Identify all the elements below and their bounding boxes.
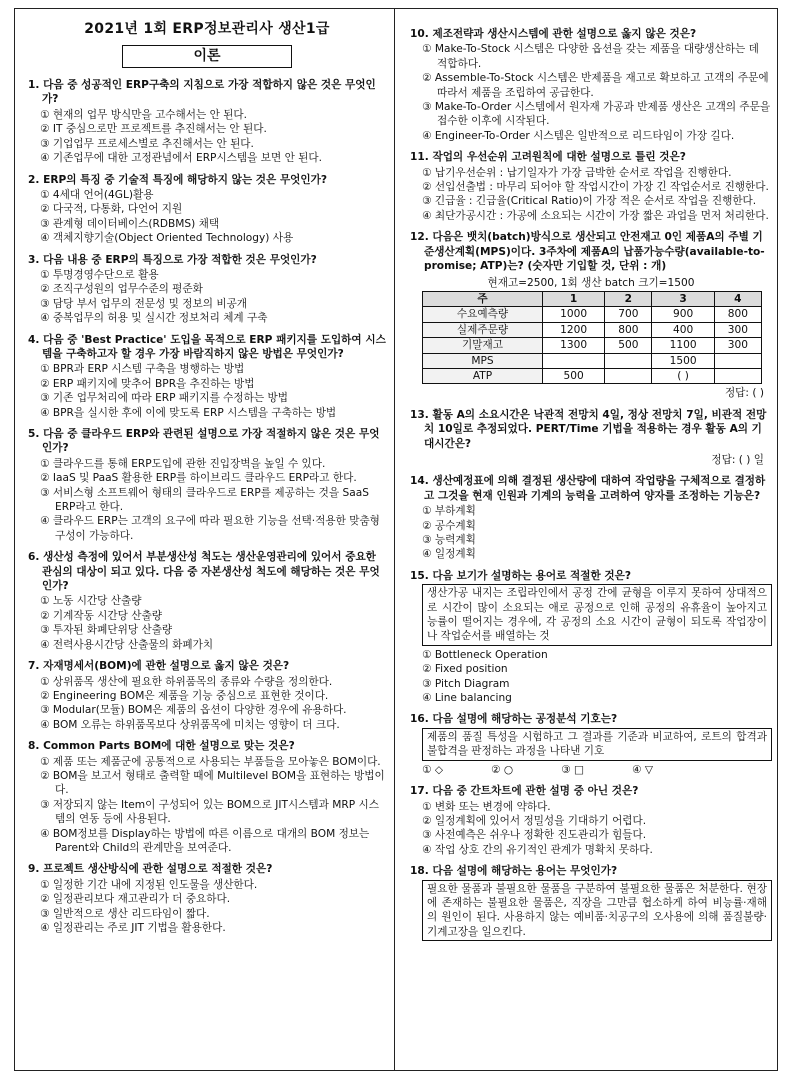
option[interactable]: ④ 일정관리는 주로 JIT 기법을 활용한다. [40, 922, 226, 934]
table-cell: 800 [714, 307, 761, 322]
option[interactable]: ② IaaS 및 PaaS 활용한 ERP를 하이브리드 클라우드 ERP라고 한다. [40, 472, 357, 485]
option[interactable]: ③ 담당 부서 업무의 전문성 및 정보의 비공개 [40, 297, 248, 310]
question-head: 18. 다음 설명에 해당하는 용어는 무엇인가? [410, 865, 618, 878]
option[interactable]: ② Assemble-To-Stock 시스템은 반제품을 재고로 확보하고 고객의 주문에 따라서 제품을 조립하여 공급한다. [422, 72, 769, 99]
question-head: 14. 생산예정표에 의해 결정된 생산량에 대하여 작업량을 구체적으로 결정하고 그것을 현재 인원과 기계의 능력을 고려하여 양자를 조정하는 기능은? [410, 475, 766, 502]
question-14 [410, 474, 772, 561]
option[interactable]: ① 4세대 언어(4GL)활용 [40, 188, 154, 201]
option[interactable]: ① 제품 또는 제품군에 공통적으로 사용되는 부품들을 모아놓은 BOM이다. [40, 755, 381, 768]
option[interactable]: ③ 저장되지 않는 Item이 구성되어 있는 BOM으로 JIT시스템과 MRP 시스템의 연동 등에 사용된다. [40, 798, 379, 826]
question-head: 9. 프로젝트 생산방식에 관한 설명으로 적절한 것은? [28, 863, 273, 876]
question-13 [410, 408, 772, 468]
question-3 [28, 253, 386, 326]
table-cell: 700 [605, 307, 652, 322]
mps-table [422, 291, 762, 384]
question-9 [28, 862, 386, 935]
option[interactable]: ① Bottleneck Operation [422, 648, 548, 661]
row-label: ATP [423, 368, 543, 383]
row-label: 실제주문량 [423, 322, 543, 337]
option[interactable]: ② IT 중심으로만 프로젝트를 추진해서는 안 된다. [40, 123, 267, 136]
option[interactable]: ③ 일반적으로 생산 리드타임이 짧다. [40, 907, 210, 920]
option[interactable]: ④ ▽ [632, 763, 654, 776]
question-15 [410, 569, 772, 706]
page-title: 2021년 1회 ERP정보관리사 생산1급 [84, 21, 330, 37]
option[interactable]: ② ○ [491, 763, 514, 776]
option[interactable]: ② 일정계획에 있어서 정밀성을 기대하기 어렵다. [422, 814, 647, 827]
option[interactable]: ④ Engineer-To-Order 시스템은 일반적으로 리드타임이 가장 길다. [422, 129, 735, 142]
question-2 [28, 173, 386, 246]
option[interactable]: ② 조직구성원의 업무수준의 평준화 [40, 283, 203, 296]
option[interactable]: ④ 최단가공시간 : 가공에 소요되는 시간이 가장 짧은 과업을 먼저 처리한다. [422, 209, 769, 222]
table-row [423, 322, 762, 337]
option[interactable]: ④ 전력사용시간당 산출물의 화폐가치 [40, 638, 214, 651]
question-head: 3. 다음 내용 중 ERP의 특징으로 가장 적합한 것은 무엇인가? [28, 253, 317, 266]
option[interactable]: ① BPR과 ERP 시스템 구축을 병행하는 방법 [40, 363, 245, 376]
table-cell: 300 [714, 338, 761, 353]
table-cell: 400 [652, 322, 714, 337]
question-head: 11. 작업의 우선순위 고려원칙에 대한 설명으로 틀린 것은? [410, 151, 686, 164]
table-body [423, 307, 762, 384]
example-box: 제품의 품질 특성을 시험하고 그 결과를 기준과 비교하여, 로트의 합격과 불합격을 판정하는 과정을 나타낸 기호 [422, 728, 772, 761]
table-row [423, 307, 762, 322]
option[interactable]: ④ 중복업무의 허용 및 실시간 정보처리 체계 구축 [40, 312, 268, 325]
question-head: 6. 생산성 측정에 있어서 부분생산성 척도는 생산운영관리에 있어서 중요한 관심의 대상이 되고 있다. 다음 중 자본생산성 척도에 해당하는 것은 무엇인가? [28, 551, 380, 593]
table-header-row [423, 291, 762, 306]
question-head: 15. 다음 보기가 설명하는 용어로 적절한 것은? [410, 569, 632, 582]
option[interactable]: ③ 긴급율 : 긴급율(Critical Ratio)이 가장 적은 순서로 작업을 진행한다. [422, 195, 757, 208]
option[interactable]: ③ Pitch Diagram [422, 677, 510, 690]
question-1 [28, 78, 386, 165]
option[interactable]: ① 변화 또는 변경에 약하다. [422, 800, 551, 813]
question-6 [28, 550, 386, 652]
option[interactable]: ① 상위품목 생산에 필요한 하위품목의 종류와 수량을 정의한다. [40, 675, 333, 688]
column-divider [394, 8, 395, 1071]
question-head: 2. ERP의 특징 중 기술적 특징에 해당하지 않는 것은 무엇인가? [28, 173, 328, 186]
question-8 [28, 739, 386, 855]
option[interactable]: ① ◇ [422, 763, 444, 776]
question-10 [410, 27, 772, 143]
option[interactable]: ② BOM을 보고서 형태로 출력할 때에 Multilevel BOM을 표현하는 방법이다. [40, 769, 385, 797]
question-17 [410, 784, 772, 857]
option[interactable]: ④ 기존업무에 대한 고정관념에서 ERP시스템을 보면 안 된다. [40, 152, 323, 165]
option[interactable]: ③ 투자된 화폐단위당 산출량 [40, 624, 173, 637]
option[interactable]: ① 투명경영수단으로 활용 [40, 268, 159, 281]
inline-options [410, 763, 772, 777]
table-header-cell: 2 [605, 291, 652, 306]
option[interactable]: ② Fixed position [422, 663, 508, 676]
question-head: 16. 다음 설명에 해당하는 공정분석 기호는? [410, 713, 618, 726]
option[interactable]: ④ 일정계획 [422, 548, 476, 561]
row-label: MPS [423, 353, 543, 368]
option[interactable]: ① 노동 시간당 산출량 [40, 595, 142, 608]
table-cell: 800 [605, 322, 652, 337]
question-head: 1. 다음 중 성공적인 ERP구축의 지침으로 가장 적합하지 않은 것은 무엇인가? [28, 79, 376, 106]
left-column [28, 14, 386, 942]
table-cell [605, 353, 652, 368]
table-cell: 1500 [652, 353, 714, 368]
option[interactable]: ② 기계작동 시간당 산출량 [40, 609, 162, 622]
question-head: 8. Common Parts BOM에 대한 설명으로 맞는 것은? [28, 740, 295, 753]
option[interactable]: ③ 능력계획 [422, 534, 476, 546]
table-cell [714, 353, 761, 368]
question-head: 7. 자재명세서(BOM)에 관한 설명으로 옳지 않은 것은? [28, 660, 290, 673]
table-cell: ( ) [652, 368, 714, 383]
option[interactable]: ③ Modular(모듈) BOM은 제품의 옵션이 다양한 경우에 유용하다. [40, 704, 347, 717]
option[interactable]: ④ BPR을 실시한 후에 이에 맞도록 ERP 시스템을 구축하는 방법 [40, 406, 337, 419]
option[interactable]: ④ 작업 상호 간의 유기적인 관계가 명확치 못하다. [422, 843, 653, 856]
example-box: 필요한 물품과 불필요한 물품을 구분하여 불필요한 물품은 처분한다. 현장에 존재하는 불필요한 물품은, 직장을 그만큼 협소하게 하여 비능률·재해의 원인이 된다. 사용하지 않는 예비품·치공구의 오사용에 의해 품질불량·기계고장을 일으킨다. [422, 880, 772, 942]
option[interactable]: ① 현재의 업무 방식만을 고수해서는 안 된다. [40, 108, 248, 121]
option[interactable]: ③ □ [561, 763, 584, 776]
question-12 [410, 230, 772, 400]
option[interactable]: ③ Make-To-Order 시스템에서 원자재 가공과 반제품 생산은 고객의 주문을 접수한 이후에 시작된다. [422, 101, 771, 128]
question-5 [28, 427, 386, 543]
table-caption: 현재고=2500, 1회 생산 batch 크기=1500 [487, 276, 695, 289]
question-head: 4. 다음 중 'Best Practice' 도입을 목적으로 ERP 패키지를 도입하여 시스템을 구축하고자 할 경우 가장 바람직하지 않은 방법은 무엇인가? [28, 333, 386, 360]
table-header-cell: 4 [714, 291, 761, 306]
table-cell [605, 368, 652, 383]
table-cell: 1200 [543, 322, 605, 337]
table-cell: 500 [605, 338, 652, 353]
right-column [410, 27, 772, 948]
question-7 [28, 659, 386, 732]
answer-field[interactable]: 정답: ( ) [724, 387, 764, 400]
option[interactable]: ② 선입선출법 : 마무리 되어야 할 작업시간이 가장 긴 작업순서로 진행한다. [422, 181, 769, 194]
table-row [423, 338, 762, 353]
option[interactable]: ② 다국적, 다통화, 다언어 지원 [40, 203, 183, 216]
option[interactable]: ④ BOM 오류는 하위품목보다 상위품목에 미치는 영향이 더 크다. [40, 718, 340, 731]
option[interactable]: ③ 서비스형 소프트웨어 형태의 클라우드로 ERP를 제공하는 것을 SaaS ERP라고 한다. [40, 486, 369, 514]
option[interactable]: ① 납기우선순위 : 납기일자가 가장 급박한 순서로 작업을 진행한다. [422, 166, 732, 179]
table-row [423, 368, 762, 383]
question-head: 12. 다음은 뱃치(batch)방식으로 생산되고 안전재고 0인 제품A의 주별 기준생산계획(MPS)이다. 3주차에 제품A의 납품가능수량(available-to-promise; ATP)는? (숫자만 기입할 것, 단위 : 개) [410, 231, 765, 273]
table-header-cell: 3 [652, 291, 714, 306]
option[interactable]: ④ 클라우드 ERP는 고객의 요구에 따라 필요한 기능을 선택·적용한 맞춤형 구성이 가능하다. [40, 515, 380, 542]
option[interactable]: ④ 객체지향기술(Object Oriented Technology) 사용 [40, 232, 294, 245]
option[interactable]: ② 일정관리보다 재고관리가 더 중요하다. [40, 893, 231, 906]
section-label: 이론 [122, 45, 292, 68]
question-18 [410, 864, 772, 941]
table-cell: 900 [652, 307, 714, 322]
table-cell [714, 368, 761, 383]
option[interactable]: ① 부하계획 [422, 505, 476, 518]
left-question-list [28, 78, 386, 935]
question-4 [28, 333, 386, 420]
question-head: 13. 활동 A의 소요시간은 낙관적 전망치 4일, 정상 전망치 7일, 비관적 전망치 10일로 추정되었다. PERT/Time 기법을 적용하는 경우 활동 A의 기대시간은? [410, 408, 767, 450]
table-cell: 300 [714, 322, 761, 337]
table-row [423, 353, 762, 368]
option[interactable]: ① 클라우드를 통해 ERP도입에 관한 진입장벽을 높일 수 있다. [40, 457, 326, 470]
question-head: 5. 다음 중 클라우드 ERP와 관련된 설명으로 가장 적절하지 않은 것은 무엇인가? [28, 428, 380, 455]
table-cell: 1000 [543, 307, 605, 322]
row-label: 수요예측량 [423, 307, 543, 322]
answer-field[interactable]: 정답: ( ) 일 [711, 453, 764, 466]
question-16 [410, 712, 772, 777]
option[interactable]: ④ BOM정보를 Display하는 방법에 따른 이름으로 대개의 BOM 정보는 Parent와 Child의 관계만을 보여준다. [40, 827, 370, 854]
example-box: 생산가공 내지는 조립라인에서 공정 간에 균형을 이루지 못하여 상대적으로 시간이 많이 소요되는 애로 공정으로 인해 공정의 유휴율이 높아지고 능률이 떨어지는 경우에, 각 공정의 소요 시간이 균형이 되도록 작업장이나 작업순서를 배열하는 것 [422, 584, 772, 646]
option[interactable]: ③ 기존 업무처리에 따라 ERP 패키지를 수정하는 방법 [40, 392, 288, 405]
option[interactable]: ③ 사전예측은 쉬우나 정확한 진도관리가 힘들다. [422, 829, 647, 842]
table-cell: 500 [543, 368, 605, 383]
question-head: 17. 다음 중 간트차트에 관한 설명 중 아닌 것은? [410, 785, 639, 798]
table-cell: 1100 [652, 338, 714, 353]
option[interactable]: ③ 관계형 데이터베이스(RDBMS) 채택 [40, 217, 220, 230]
table-cell [543, 353, 605, 368]
table-header-cell: 1 [543, 291, 605, 306]
question-11 [410, 150, 772, 223]
option[interactable]: ① Make-To-Stock 시스템은 다양한 옵션을 갖는 제품을 대량생산하는 데 적합하다. [422, 43, 759, 70]
table-cell: 1300 [543, 338, 605, 353]
option[interactable]: ② 공수계획 [422, 519, 476, 532]
option[interactable]: ① 일정한 기간 내에 지정된 인도물을 생산한다. [40, 878, 258, 891]
option[interactable]: ② Engineering BOM은 제품을 기능 중심으로 표현한 것이다. [40, 689, 329, 702]
table-header-cell: 주 [423, 291, 543, 306]
row-label: 기말재고 [423, 338, 543, 353]
option[interactable]: ③ 기업업무 프로세스별로 추진해서는 안 된다. [40, 137, 254, 150]
question-head: 10. 제조전략과 생산시스템에 관한 설명으로 옳지 않은 것은? [410, 28, 697, 40]
option[interactable]: ② ERP 패키지에 맞추어 BPR을 추진하는 방법 [40, 377, 255, 390]
option[interactable]: ④ Line balancing [422, 692, 512, 705]
